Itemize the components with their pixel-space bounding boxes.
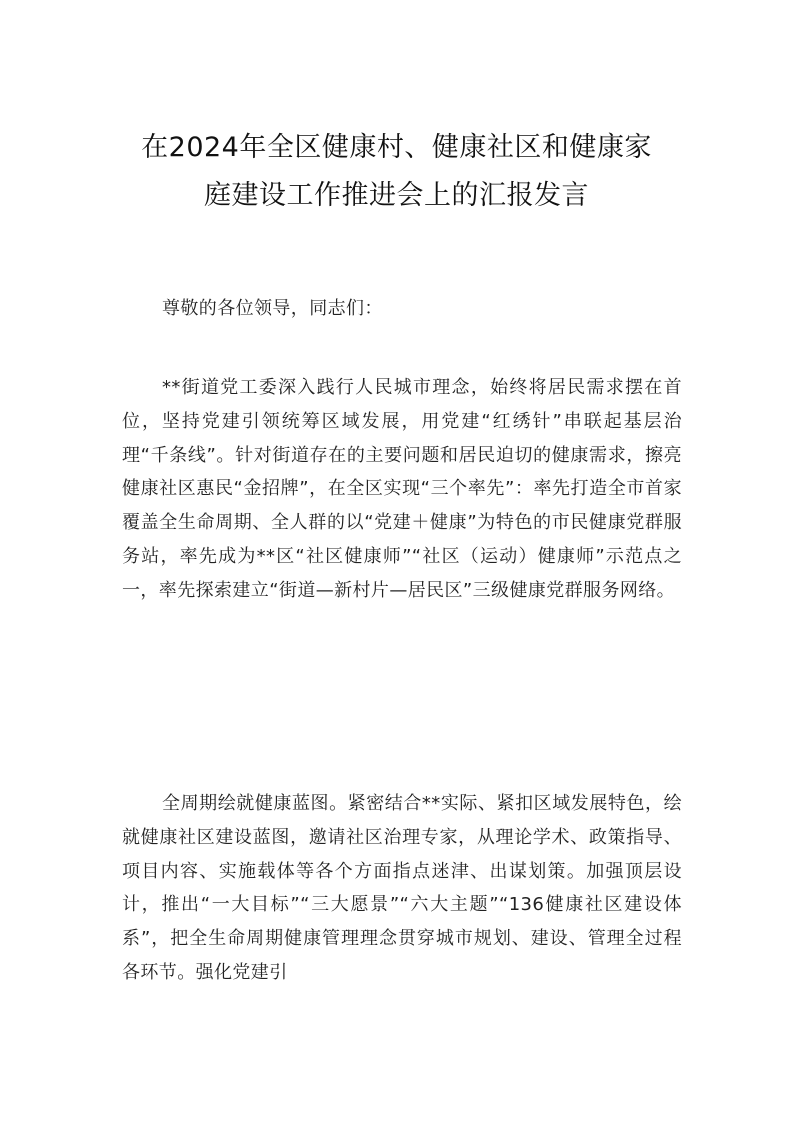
title-line-2: 庭建设工作推进会上的汇报发言: [204, 180, 589, 211]
document-title: [100, 124, 693, 220]
paragraph-health-blueprint: 全周期绘就健康蓝图。紧密结合**实际、紧扣区域发展特色，绘就健康社区建设蓝图，邀请社区治理专家，从理论学术、政策指导、项目内容、实施载体等各个方面指点迷津、出谋划策。加强顶层设计，推出“一大目标”“三大愿景”“六大主题”“136健康社区建设体系”，把全生命周期健康管理理念贯穿城市规划、建设、管理全过程各环节。强化党建引: [122, 793, 682, 983]
paragraph-intro: **街道党工委深入践行人民城市理念，始终将居民需求摆在首位，坚持党建引领统筹区域发展，用党建“红绣针”串联起基层治理“千条线”。针对街道存在的主要问题和居民迫切的健康需求，擦亮健康社区惠民“金招牌”，在全区实现“三个率先”：率先打造全市首家覆盖全生命周期、全人群的以“党建＋健康”为特色的市民健康党群服务站，率先成为**区“社区健康师”“社区（运动）健康师”示范点之一，率先探索建立“街道—新村片—居民区”三级健康党群服务网络。: [122, 377, 682, 601]
salutation: 尊敬的各位领导，同志们：: [162, 298, 383, 319]
title-line-1: 在2024年全区健康村、健康社区和健康家: [141, 132, 652, 163]
